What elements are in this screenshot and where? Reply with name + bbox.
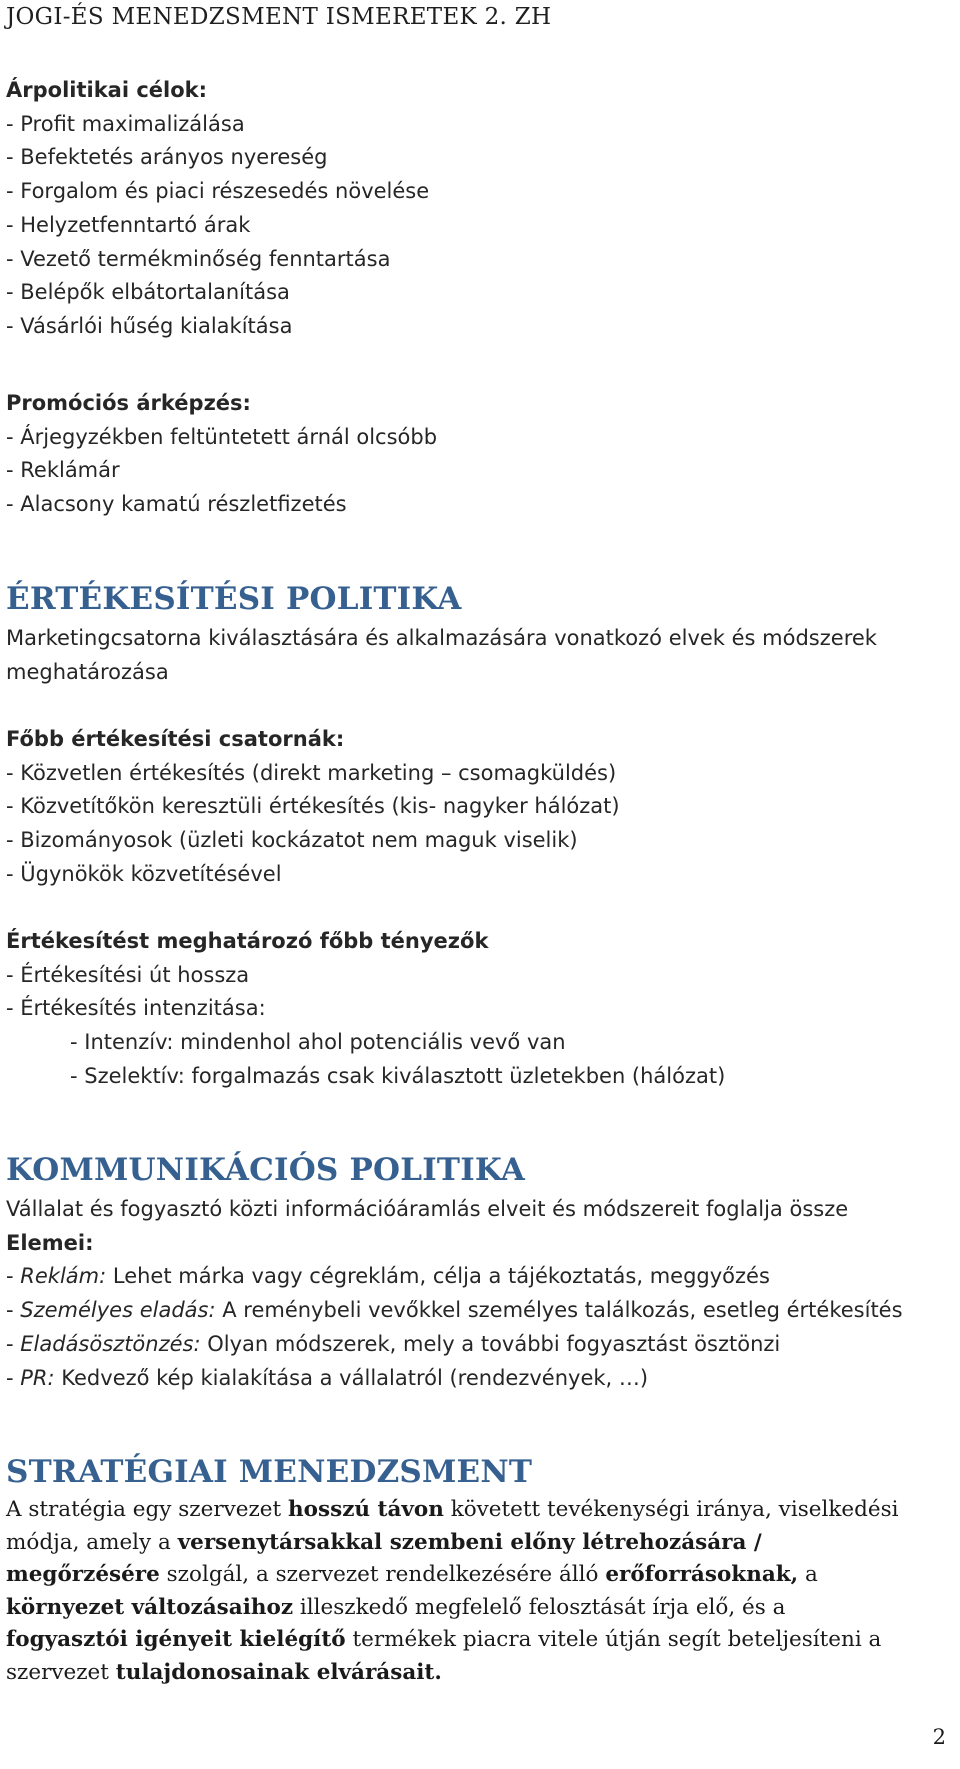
sales-policy-title: ÉRTÉKESÍTÉSI POLITIKA bbox=[6, 581, 462, 617]
promo-pricing-section bbox=[6, 387, 946, 522]
sales-channels-heading: Főbb értékesítési csatornák: bbox=[6, 727, 345, 751]
sales-policy-section bbox=[6, 622, 946, 689]
strategic-management-title: STRATÉGIAI MENEDZSMENT bbox=[6, 1454, 533, 1490]
term: Eladásösztönzés: bbox=[20, 1331, 201, 1356]
list-item: - Árjegyzékben feltüntetett árnál olcsóbb bbox=[6, 424, 438, 449]
strategic-management-paragraph: A stratégia egy szervezet hosszú távon követett tevékenységi iránya, viselkedési módja, amely a versenytársakkal szembeni előny létrehozására / megőrzésére szolgál, a szervezet rendelkezésére álló erőforrásoknak, a környezet változásaihoz illeszkedő megfelelő felosztását írja elő, és a fogyasztói igényeit kielégítő termékek piacra vitele útján segít beteljesíteni a szervezet tulajdonosainak elvárásait. bbox=[6, 1497, 899, 1685]
list-item: - Profit maximalizálása bbox=[6, 111, 245, 136]
pricing-goals-section bbox=[6, 74, 946, 344]
sales-factors-section bbox=[6, 925, 946, 1094]
pricing-goals-heading: Árpolitikai célok: bbox=[6, 78, 208, 102]
list-item: - Személyes eladás: A reménybeli vevőkkel személyes találkozás, esetleg értékesítés bbox=[6, 1298, 903, 1323]
list-item: - Belépők elbátortalanítása bbox=[6, 280, 290, 305]
sales-policy-desc-line: meghatározása bbox=[6, 659, 169, 684]
list-item: - Bizományosok (üzleti kockázatot nem maguk viselik) bbox=[6, 828, 578, 853]
term: Reklám: bbox=[20, 1264, 107, 1289]
list-item: - Vásárlói hűség kialakítása bbox=[6, 313, 293, 338]
sales-channels-section bbox=[6, 723, 946, 892]
sub-list-item: - Szelektív: forgalmazás csak kiválasztott üzletekben (hálózat) bbox=[70, 1063, 726, 1088]
list-item: - Befektetés arányos nyereség bbox=[6, 145, 328, 170]
list-item: - Forgalom és piaci részesedés növelése bbox=[6, 179, 430, 204]
list-item: - Közvetítőkön keresztüli értékesítés (kis- nagyker hálózat) bbox=[6, 794, 620, 819]
list-item: - Helyzetfenntartó árak bbox=[6, 212, 251, 237]
communication-policy-desc: Vállalat és fogyasztó közti információáramlás elveit és módszereit foglalja össze bbox=[6, 1197, 849, 1221]
page-header: JOGI-ÉS MENEDZSMENT ISMERETEK 2. ZH bbox=[6, 4, 552, 30]
term: Személyes eladás: bbox=[20, 1298, 216, 1323]
list-item: - Közvetlen értékesítés (direkt marketing – csomagküldés) bbox=[6, 760, 617, 785]
list-item: - Alacsony kamatú részletfizetés bbox=[6, 492, 347, 517]
communication-policy-title: KOMMUNIKÁCIÓS POLITIKA bbox=[6, 1152, 526, 1188]
list-item: - Értékesítés intenzitása: bbox=[6, 996, 266, 1021]
elements-heading: Elemei: bbox=[6, 1230, 94, 1255]
sub-list-item: - Intenzív: mindenhol ahol potenciális vevő van bbox=[70, 1030, 566, 1055]
term: PR: bbox=[20, 1365, 55, 1390]
list-item: - Értékesítési út hossza bbox=[6, 962, 250, 987]
list-item: - Reklám: Lehet márka vagy cégreklám, célja a tájékoztatás, meggyőzés bbox=[6, 1264, 770, 1289]
promo-pricing-heading: Promóciós árképzés: bbox=[6, 391, 251, 415]
communication-policy-section bbox=[6, 1193, 946, 1395]
list-item: - Ügynökök közvetítésével bbox=[6, 861, 282, 886]
sales-policy-desc-line: Marketingcsatorna kiválasztására és alkalmazására vonatkozó elvek és módszerek bbox=[6, 626, 877, 650]
list-item: - Eladásösztönzés: Olyan módszerek, mely a további fogyasztást ösztönzi bbox=[6, 1331, 781, 1356]
list-item: - Vezető termékminőség fenntartása bbox=[6, 246, 391, 271]
list-item: - Reklámár bbox=[6, 458, 120, 483]
list-item: - PR: Kedvező kép kialakítása a vállalatról (rendezvények, …) bbox=[6, 1365, 649, 1390]
sales-factors-heading: Értékesítést meghatározó főbb tényezők bbox=[6, 929, 489, 953]
page-number: 2 bbox=[932, 1725, 946, 1749]
